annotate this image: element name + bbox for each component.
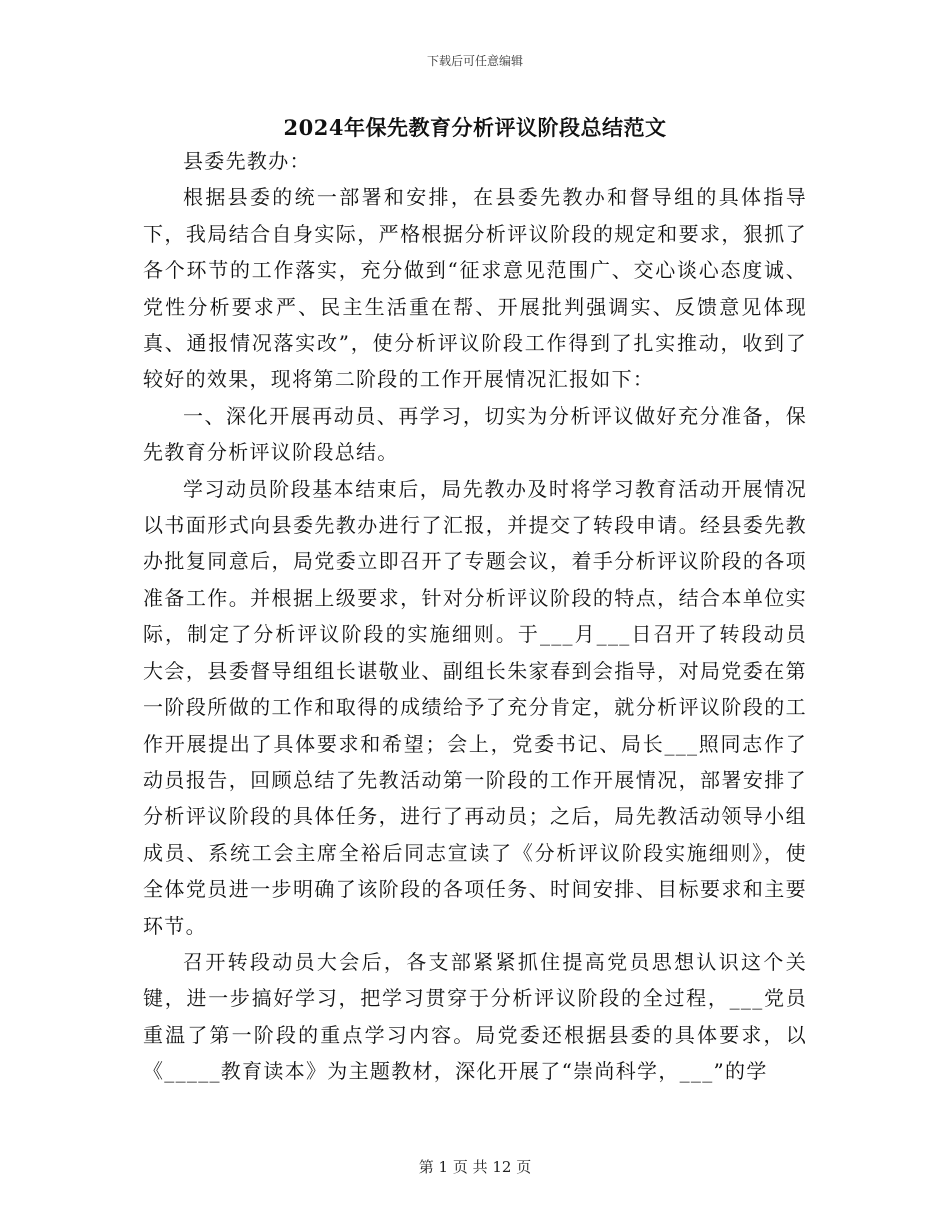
page-number-footer: 第 1 页 共 12 页 <box>418 1158 532 1176</box>
document-title: 2024年保先教育分析评议阶段总结范文 <box>283 115 667 140</box>
body-paragraph: 召开转段动员大会后，各支部紧紧抓住提高党员思想认识这个关键，进一步搞好学习，把学习贯穿于分析评议阶段的全过程，___党员重温了第一阶段的重点学习内容。局党委还根据县委的具体要求，以《_____教育读本》为主题教材，深化开展了“崇尚科学，___”的学 <box>143 949 807 1084</box>
salutation-paragraph: 县委先教办： <box>183 149 311 173</box>
header-note: 下载后可任意编辑 <box>426 54 523 68</box>
body-paragraph: 学习动员阶段基本结束后，局先教办及时将学习教育活动开展情况以书面形式向县委先教办进行了汇报，并提交了转段申请。经县委先教办批复同意后，局党委立即召开了专题会议，着手分析评议阶段的各项准备工作。并根据上级要求，针对分析评议阶段的特点，结合本单位实际，制定了分析评议阶段的实施细则。于___月___日召开了转段动员大会，县委督导组组长谌敬业、副组长朱家春到会指导，对局党委在第一阶段所做的工作和取得的成绩给予了充分肯定，就分析评议阶段的工作开展提出了具体要求和希望；会上，党委书记、局长___照同志作了动员报告，回顾总结了先教活动第一阶段的工作开展情况，部署安排了分析评议阶段的具体任务，进行了再动员；之后，局先教活动领导小组成员、系统工会主席全裕后同志宣读了《分析评议阶段实施细则》，使全体党员进一步明确了该阶段的各项任务、时间安排、目标要求和主要环节。 <box>143 476 807 938</box>
section-heading-paragraph: 一、深化开展再动员、再学习，切实为分析评议做好充分准备，保先教育分析评议阶段总结。 <box>143 403 807 465</box>
document-body <box>143 143 807 1090</box>
body-paragraph: 根据县委的统一部署和安排，在县委先教办和督导组的具体指导下，我局结合自身实际，严格根据分析评议阶段的规定和要求，狠抓了各个环节的工作落实，充分做到“征求意见范围广、交心谈心态度诚、党性分析要求严、民主生活重在帮、开展批判强调实、反馈意见体现真、通报情况落实改”，使分析评议阶段工作得到了扎实推动，收到了较好的效果，现将第二阶段的工作开展情况汇报如下： <box>143 185 807 392</box>
